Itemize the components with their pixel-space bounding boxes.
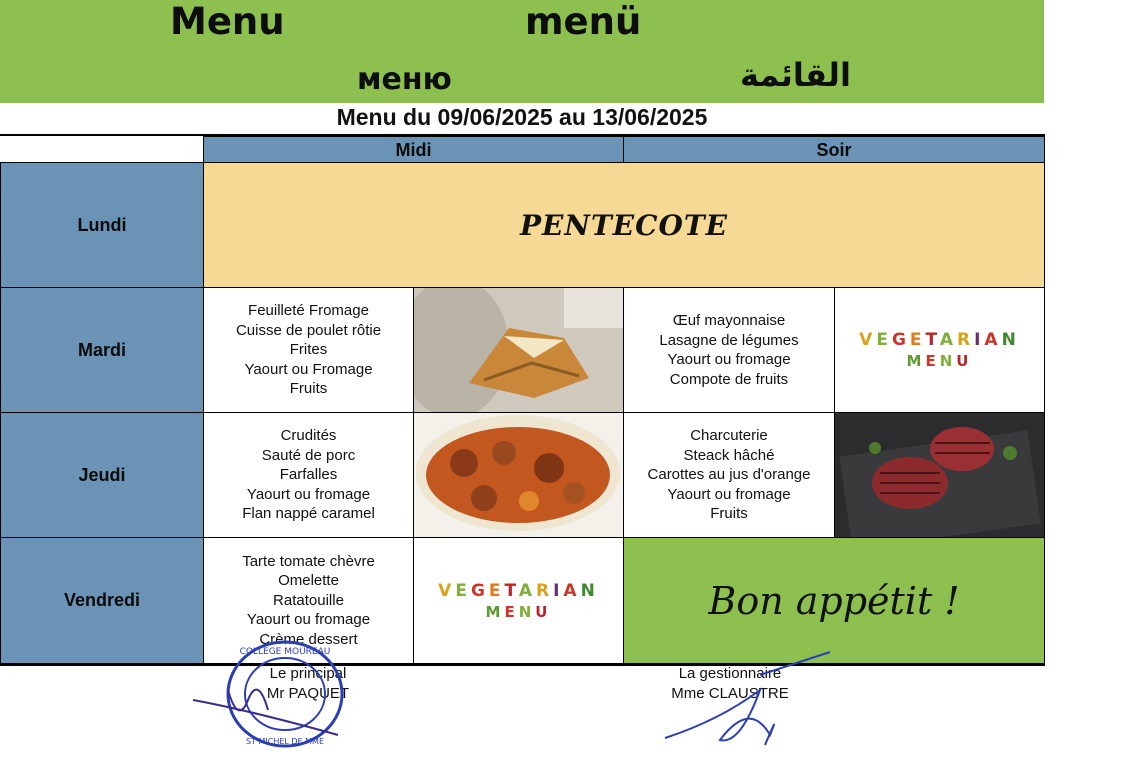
vegetarian-logo-line1: VEGETARIAN [859, 330, 1020, 350]
jeudi-midi-menu [203, 412, 414, 538]
menu-item: Yaourt ou fromage [667, 485, 791, 503]
saute-porc-image [414, 413, 623, 537]
principal-role: Le principal [269, 665, 347, 682]
menu-item: Fruits [710, 505, 748, 523]
bon-appetit-banner: Bon appétit ! [623, 537, 1045, 664]
steak-image [835, 413, 1044, 537]
vegetarian-logo-line2: MENU [906, 352, 973, 370]
steak-photo [834, 412, 1045, 538]
menu-item: Steack hâché [683, 446, 775, 464]
day-mardi: Mardi [0, 287, 204, 413]
day-vendredi: Vendredi [0, 537, 204, 664]
title-russian: меню [357, 62, 452, 97]
header-empty-cell [0, 136, 203, 163]
menu-item: Yaourt ou fromage [246, 611, 371, 629]
gestionnaire-role: La gestionnaire [678, 665, 782, 682]
menu-item: Frites [289, 341, 328, 359]
menu-item: Carottes au jus d'orange [647, 466, 811, 484]
title-turkish: menü [525, 0, 642, 43]
principal-signature-scribble [188, 670, 348, 740]
vegetarian-logo-mardi [834, 287, 1045, 413]
menu-item: Sauté de porc [261, 446, 356, 464]
menu-item: Farfalles [279, 466, 338, 484]
gestionnaire-name: Mme CLAUSTRE [671, 685, 789, 702]
jeudi-soir-menu [623, 412, 835, 538]
date-range: Menu du 09/06/2025 au 13/06/2025 [336, 104, 708, 130]
vegetarian-logo-vendredi [413, 537, 624, 664]
menu-item: Fruits [289, 380, 328, 398]
title-banner [0, 0, 1044, 103]
menu-item: Yaourt ou fromage [246, 485, 371, 503]
feuillete-photo [413, 287, 624, 413]
holiday-note: PENTECOTE [203, 162, 1045, 288]
menu-item: Lasagne de légumes [659, 331, 799, 349]
menu-item: Cuisse de poulet rôtie [235, 321, 382, 339]
menu-table [0, 134, 1045, 666]
menu-item: Charcuterie [690, 427, 768, 445]
mardi-soir-menu [623, 287, 835, 413]
day-lundi: Lundi [0, 162, 204, 288]
saute-porc-photo [413, 412, 624, 538]
day-jeudi: Jeudi [0, 412, 204, 538]
header-midi: Midi [203, 136, 624, 163]
gestionnaire-signature-scribble [660, 650, 835, 750]
menu-item: Flan nappé caramel [242, 505, 375, 523]
vegetarian-logo-line2: MENU [485, 602, 552, 621]
title-french: Menu [170, 0, 285, 43]
menu-item: Yaourt ou Fromage [244, 360, 373, 378]
feuillete-image [414, 288, 623, 412]
svg-text:ST MICHEL DE MME: ST MICHEL DE MME [245, 737, 325, 746]
vegetarian-logo-line1: VEGETARIAN [438, 580, 599, 601]
menu-item: Feuilleté Fromage [248, 302, 369, 320]
menu-item: Tarte tomate chèvre [242, 552, 375, 570]
header-soir: Soir [623, 136, 1045, 163]
menu-item: Œuf mayonnaise [672, 312, 786, 329]
menu-item: Compote de fruits [669, 370, 789, 388]
menu-item: Crème dessert [259, 630, 358, 648]
menu-item: Yaourt ou fromage [667, 351, 791, 368]
menu-item: Crudités [280, 427, 337, 445]
svg-text:COLLEGE MOUREAU: COLLEGE MOUREAU [239, 647, 331, 657]
principal-name: Mr PAQUET [266, 685, 350, 702]
title-arabic: القائمة [740, 56, 851, 94]
menu-item: Omelette [278, 572, 339, 590]
mardi-midi-menu [203, 287, 414, 413]
menu-item: Ratatouille [273, 591, 344, 609]
